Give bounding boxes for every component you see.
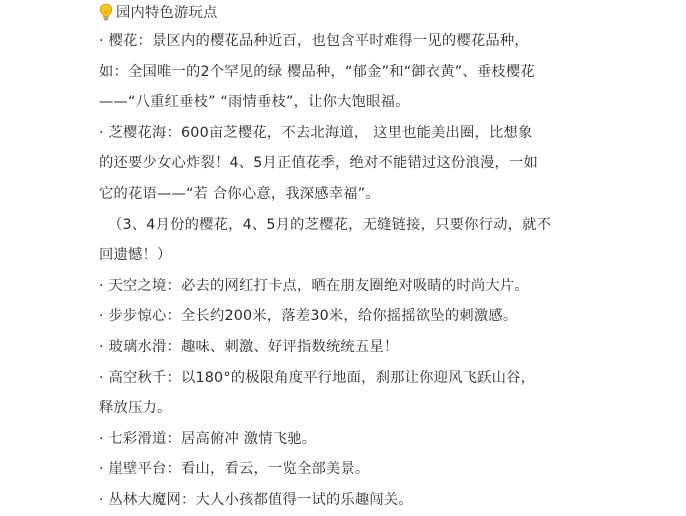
text-line: 释放压力。 <box>99 400 172 417</box>
text-line: · 崖壁平台：看山，看云，一览全部美景。 <box>99 461 370 478</box>
section-title: 园内特色游玩点 <box>116 5 218 21</box>
article-body <box>99 0 599 516</box>
text-line: 的还要少女心炸裂！4、5月正值花季，绝对不能错过这份浪漫，一如 <box>99 155 538 172</box>
text-line: ——“八重红垂枝” “雨情垂枝”，让你大饱眼福。 <box>99 94 410 111</box>
text-line: 回遗憾！） <box>99 247 172 264</box>
text-line: （3、4月份的樱花，4、5月的芝樱花，无缝链接，只要你行动，就不 <box>108 216 552 233</box>
section-heading <box>99 0 599 26</box>
text-line: · 芝樱花海：600亩芝樱花，不去北海道， 这里也能美出圈，比想象 <box>99 124 533 141</box>
lightbulb-icon <box>99 3 113 21</box>
text-line: · 高空秋千：以180°的极限角度平行地面，刹那让你迎风飞跃山谷， <box>99 369 536 386</box>
text-line: · 樱花：景区内的樱花品种近百，也包含平时难得一见的樱花品种， <box>99 33 529 49</box>
text-line: · 天空之境：必去的网红打卡点，晒在朋友圈绝对吸睛的时尚大片。 <box>99 277 529 294</box>
text-line: · 七彩滑道：居高俯冲 激情飞驰。 <box>99 430 317 447</box>
text-line: · 步步惊心：全长约200米，落差30米，给你摇摇欲坠的刺激感。 <box>99 308 518 325</box>
text-line: · 丛林大魔网：大人小孩都值得一试的乐趣闯关。 <box>99 491 413 508</box>
text-line: 它的花语——“若 合你心意，我深感幸福”。 <box>99 185 380 202</box>
text-line: · 玻璃水滑：趣味、刺激、好评指数统统五星！ <box>99 338 399 355</box>
text-line: 如：全国唯一的2个罕见的绿 樱品种，“郁金”和“御衣黄”、垂枝樱花 <box>99 63 535 80</box>
